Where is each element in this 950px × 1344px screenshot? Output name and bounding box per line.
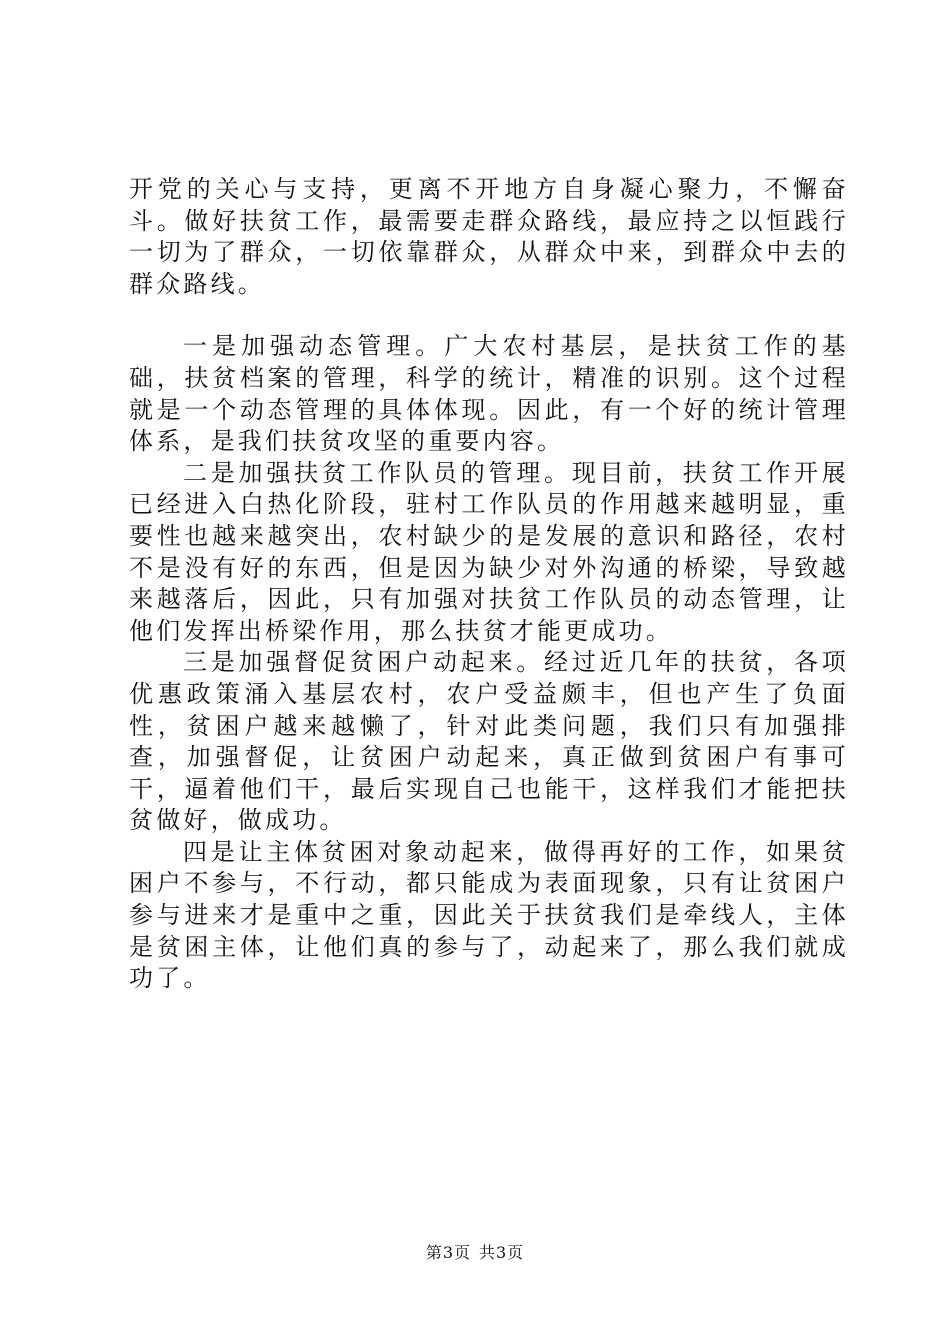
paragraph-continuation: 开党的关心与支持，更离不开地方自身凝心聚力，不懈奋斗。做好扶贫工作，最需要走群众路线，最应持之以恒践行一切为了群众，一切依靠群众，从群众中来，到群众中去的群众路线。	[129, 175, 849, 298]
paragraph-point-one: 一是加强动态管理。广大农村基层，是扶贫工作的基础，扶贫档案的管理，科学的统计，精准的识别。这个过程就是一个动态管理的具体体现。因此，有一个好的统计管理体系，是我们扶贫攻坚的重要内容。	[129, 332, 849, 456]
paragraph-point-four: 四是让主体贫困对象动起来，做得再好的工作，如果贫困户不参与，不行动，都只能成为表面现象，只有让贫困户参与进来才是重中之重，因此关于扶贫我们是牵线人，主体是贫困主体，让他们真的参与了，动起来了，那么我们就成功了。	[129, 837, 849, 993]
page-number: 第3页	[425, 1243, 471, 1262]
page-footer	[0, 1243, 950, 1263]
paragraph-point-three: 三是加强督促贫困户动起来。经过近几年的扶贫，各项优惠政策涌入基层农村，农户受益颇丰，但也产生了负面性，贫困户越来越懒了，针对此类问题，我们只有加强排查，加强督促，让贫困户动起来，真正做到贫困户有事可干，逼着他们干，最后实现自己也能干，这样我们才能把扶贫做好，做成功。	[129, 648, 849, 835]
document-body	[129, 174, 849, 995]
page-total: 共3页	[479, 1243, 525, 1262]
paragraph-point-two: 二是加强扶贫工作队员的管理。现目前，扶贫工作开展已经进入白热化阶段，驻村工作队员的作用越来越明显，重要性也越来越突出，农村缺少的是发展的意识和路径，农村不是没有好的东西，但是因为缺少对外沟通的桥梁，导致越来越落后，因此，只有加强对扶贫工作队员的动态管理，让他们发挥出桥梁作用，那么扶贫才能更成功。	[129, 458, 849, 645]
